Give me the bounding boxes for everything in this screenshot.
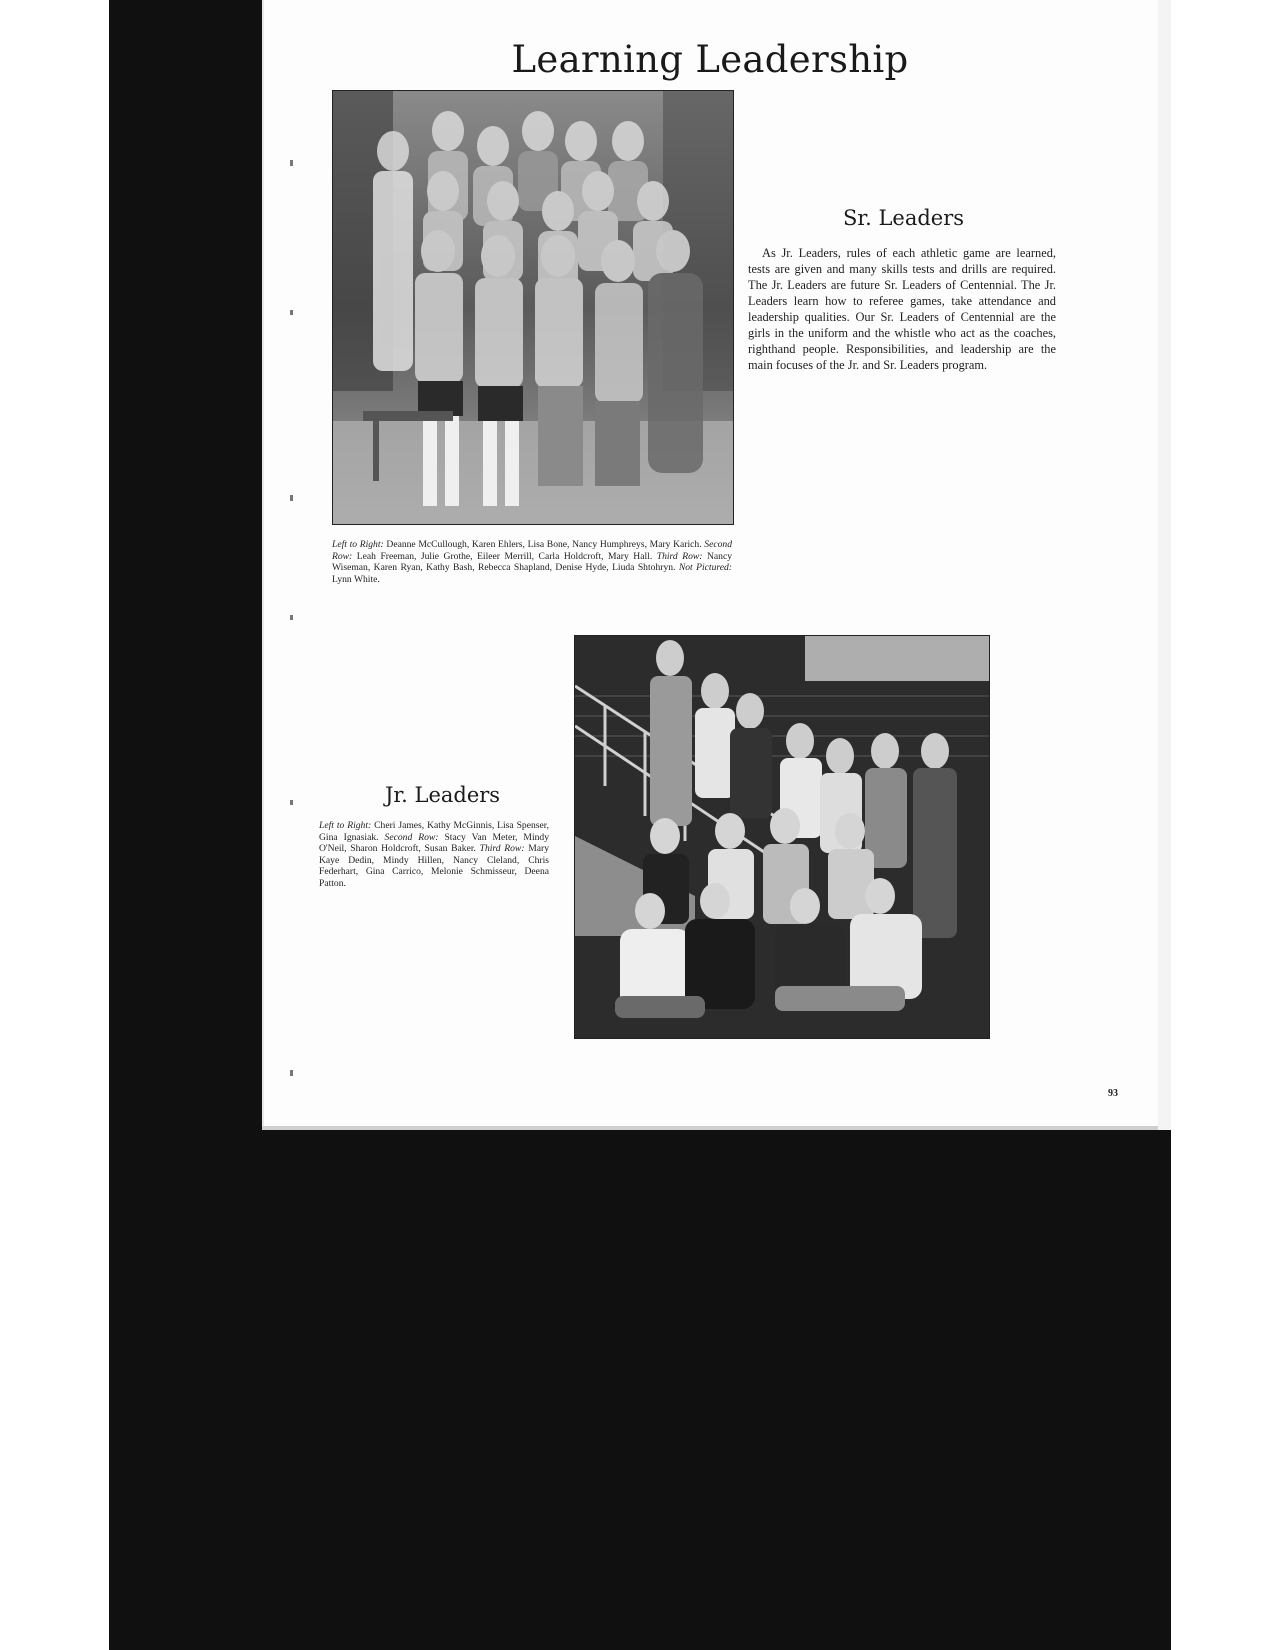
yearbook-page [262, 0, 1158, 1126]
scan-mark [290, 160, 293, 166]
caption-row-label: Second Row: [332, 539, 732, 562]
caption-row-label: Third Row: [656, 550, 703, 562]
sr-leaders-caption [332, 539, 732, 585]
caption-names: Leah Freeman, Julie Grothe, Eileer Merrill, Carla Holdcroft, Mary Hall. [352, 550, 657, 562]
caption-row-label: Second Row: [384, 831, 439, 843]
scan-mark [290, 495, 293, 501]
page-bottom-edge [262, 1126, 1158, 1130]
caption-row-label: Left to Right: [332, 539, 384, 550]
caption-names: Deanne McCullough, Karen Ehlers, Lisa Bone, Nancy Humphreys, Mary Karich. [383, 539, 705, 550]
sr-leaders-body: As Jr. Leaders, rules of each athletic game are learned, tests are given and many skills tests and drills are required. The Jr. Leaders are future Sr. Leaders of Centennial. The Jr. Leaders learn how to referee games, take attendance and leadership qualities. Our Sr. Leaders of Centennial are the girls in the uniform and the whistle who act as the coaches, righthand people. Responsibilities, and leadership are the main focuses of the Jr. and Sr. Leaders program. [748, 246, 1056, 372]
scan-mark [290, 800, 293, 805]
jr-leaders-photo [574, 635, 990, 1039]
scan-mark [290, 615, 293, 620]
caption-names: Lynn White. [332, 573, 380, 585]
scan-mark [290, 1070, 293, 1076]
sr-leaders-photo [332, 90, 734, 525]
jr-leaders-caption [319, 820, 549, 890]
caption-names: Stacy Van Meter, Mindy O'Neil, Sharon Holdcroft, Susan Baker. [319, 831, 549, 855]
caption-names: Nancy Wiseman, Karen Ryan, Kathy Bash, Rebecca Shapland, Denise Hyde, Liuda Shtohryn. [332, 550, 733, 574]
scan-mark [290, 310, 293, 315]
caption-row-label: Not Pictured: [678, 562, 732, 574]
page-number: 93 [1108, 1088, 1118, 1099]
caption-names: Cheri James, Kathy McGinnis, Lisa Spenser, Gina Ignasiak. [319, 820, 549, 843]
caption-row-label: Third Row: [479, 843, 525, 855]
scan-background-right-edge [1158, 0, 1171, 1130]
jr-leaders-heading: Jr. Leaders [385, 783, 501, 807]
scan-background-bottom [109, 1130, 1171, 1650]
caption-row-label: Left to Right: [319, 820, 372, 831]
sr-leaders-heading: Sr. Leaders [843, 206, 965, 230]
page-title: Learning Leadership [511, 38, 909, 81]
caption-names: Mary Kaye Dedin, Mindy Hillen, Nancy Cleland, Chris Federhart, Gina Carrico, Melonie Schmisseur, Deena Patton. [319, 843, 550, 889]
